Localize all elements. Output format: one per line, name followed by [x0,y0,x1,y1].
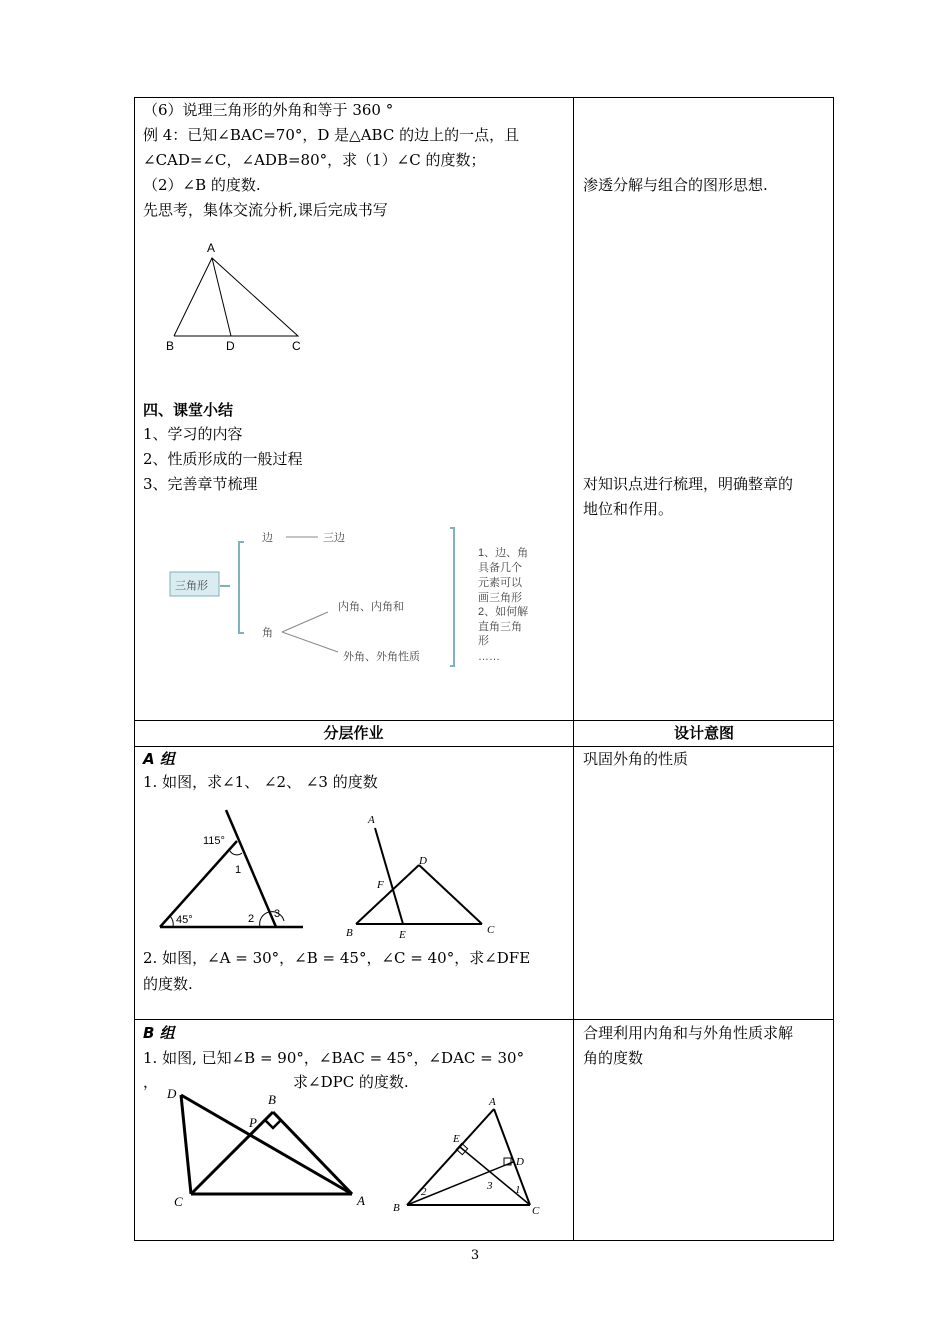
label-b: B [346,927,353,939]
mindmap-bian: 边 [262,532,273,544]
label-c: C [292,339,301,353]
label-3: 3 [274,908,281,920]
label-2: 2 [248,913,255,925]
label-a: A [207,241,216,255]
summary-item-3: 3、完善章节梳理 [143,475,258,493]
mindmap-note-7: 形 [478,635,489,647]
label-b: B [166,339,175,353]
header-homework: 分层作业 [323,724,384,742]
header-design-intent: 设计意图 [673,724,734,742]
label-d: D [419,855,427,867]
example-4-instruction: 先思考，集体交流分析,课后完成书写 [143,201,388,219]
page-number: 3 [470,1248,480,1263]
group-a-q2-line2: 的度数. [143,975,193,993]
group-b-figure-1 [160,1082,380,1207]
label-1: 1 [515,1184,521,1196]
mindmap-note-4: 画三角形 [478,592,522,604]
label-a: A [357,1193,365,1208]
mindmap-jiao: 角 [262,627,273,639]
label-115: 115° [203,835,225,847]
label-e: E [399,929,406,941]
mindmap-waijiao: 外角、外角性质 [343,651,420,663]
row-divider-header-bottom [134,746,834,747]
label-d: D [226,339,235,353]
triangle-mindmap [160,520,560,680]
summary-heading: 四、课堂小结 [143,401,234,419]
label-d: D [516,1156,524,1168]
example-4-line3: （2）∠B 的度数. [143,176,261,194]
label-a: A [489,1096,496,1108]
example-4-line1: 例 4：已知∠BAC=70°，D 是△ABC 的边上的一点，且 [143,126,520,144]
mindmap-note-3: 元素可以 [478,577,522,589]
label-c: C [532,1205,540,1217]
mindmap-sanbian: 三边 [323,532,345,544]
label-e: E [453,1133,460,1145]
mindmap-note-5: 2、如何解 [478,606,529,618]
mindmap-neijiao: 内角、内角和 [338,601,404,613]
summary-item-1: 1、学习的内容 [143,425,243,443]
group-b-figure-2 [390,1092,550,1217]
group-b-q1-comma: ， [143,1073,159,1091]
row-divider-group-b [134,1019,834,1020]
triangle-abdc-figure [160,238,320,358]
mindmap-note-2: 具备几个 [478,562,522,574]
group-b-intent-line1: 合理利用内角和与外角性质求解 [583,1024,794,1042]
label-2: 2 [421,1186,427,1198]
label-f: F [377,879,384,891]
label-c: C [174,1194,183,1209]
group-a-q2-line1: 2. 如图，∠A = 30°，∠B = 45°，∠C = 40°，求∠DFE [143,949,531,967]
group-a-intent: 巩固外角的性质 [583,750,689,768]
group-a-title: A 组 [143,750,175,768]
label-45: 45° [176,914,193,926]
intent-summary-line2: 地位和作用。 [583,500,674,518]
example-4-line2: ∠CAD=∠C，∠ADB=80°，求（1）∠C 的度数； [143,151,486,169]
group-b-q1-line1: 1. 如图, 已知∠B = 90°，∠BAC = 45°，∠DAC = 30° [143,1049,525,1067]
label-a: A [368,814,375,826]
intent-summary-line1: 对知识点进行梳理，明确整章的 [583,475,794,493]
label-3: 3 [487,1180,493,1192]
summary-item-2: 2、性质形成的一般过程 [143,450,303,468]
label-p: P [249,1115,257,1130]
group-a-q1: 1. 如图，求∠1、 ∠2、 ∠3 的度数 [143,773,378,791]
label-b: B [268,1092,276,1107]
column-divider [573,97,574,1241]
group-b-title: B 组 [143,1024,175,1042]
group-a-figure-1 [150,805,310,935]
mindmap-root: 三角形 [175,580,208,592]
group-a-figure-2 [340,810,510,940]
task-6-text: （6）说理三角形的外角和等于 360 ° [143,101,394,119]
label-c: C [487,924,495,936]
label-1: 1 [235,864,242,876]
label-b: B [393,1202,400,1214]
intent-decomposition: 渗透分解与组合的图形思想. [583,176,768,194]
mindmap-note-6: 直角三角 [478,621,522,633]
mindmap-note-1: 1、边、角 [478,547,529,559]
group-b-q1-line2: 求∠DPC 的度数. [293,1073,409,1091]
group-b-intent-line2: 角的度数 [583,1049,644,1067]
label-d: D [167,1086,177,1101]
mindmap-note-8: …… [478,651,500,663]
